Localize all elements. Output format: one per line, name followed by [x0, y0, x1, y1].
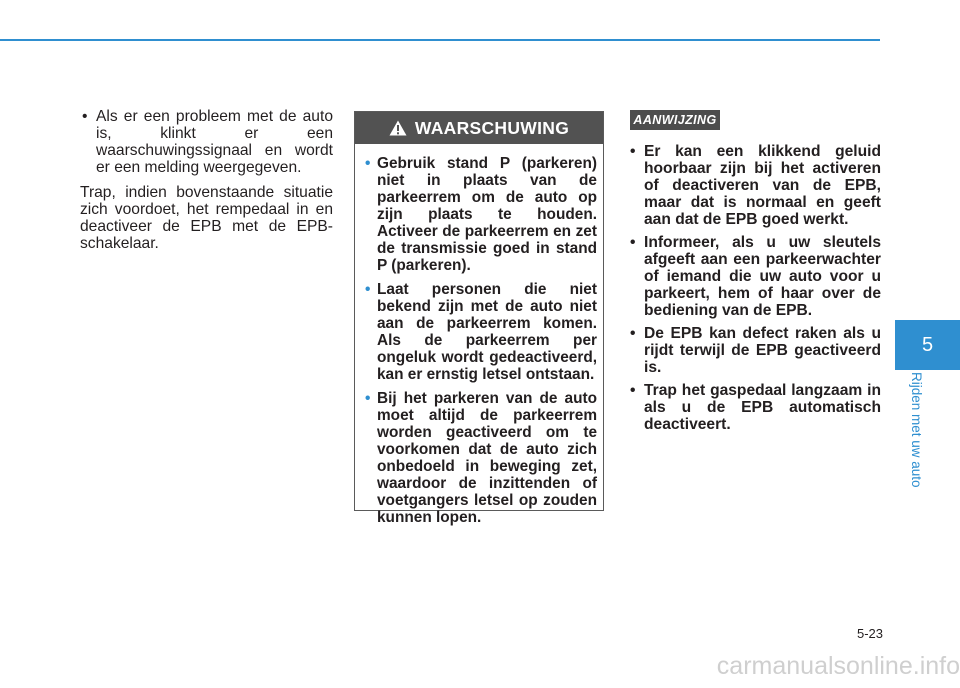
list-item: • Er kan een klikkend geluid hoorbaar zijn bij het activeren of deactiveren van de EPB, maar dat is normaal en geeft aan dat de EPB goed werkt. — [628, 143, 881, 228]
list-item: • Laat personen die niet bekend zijn met de auto niet aan de parkeerrem komen. Als de parkeerrem per ongeluk wordt gedeactiveerd, kan er ernstig letsel ontstaan. — [365, 281, 597, 383]
list-item: • Trap het gaspedaal langzaam in als u de EPB automatisch deactiveert. — [628, 382, 881, 433]
chapter-title: Rijden met uw auto — [909, 372, 924, 488]
left-paragraph: Trap, indien bovenstaande situatie zich voordoet, het rempedaal in en deactiveer de EPB met de EPB-schakelaar. — [80, 184, 333, 252]
warning-triangle-icon — [389, 120, 407, 136]
right-column — [628, 143, 881, 439]
watermark: carmanualsonline.info — [716, 652, 960, 680]
chapter-tab: 5 — [895, 320, 960, 370]
list-item: • De EPB kan defect raken als u rijdt terwijl de EPB geactiveerd is. — [628, 325, 881, 376]
list-item: • Bij het parkeren van de auto moet altijd de parkeerrem worden geactiveerd om te voorkomen dat de auto zich onbedoeld in beweging zet, waardoor de inzittenden of voetgangers letsel op zouden kunnen lopen. — [365, 390, 597, 526]
note-label: AANWIJZING — [630, 110, 720, 130]
page-number: 5-23 — [856, 626, 883, 641]
list-item: • Informeer, als u uw sleutels afgeeft aan een parkeerwachter of iemand die uw auto voor u parkeert, hem of haar over de bediening van de EPB. — [628, 234, 881, 319]
warning-box — [354, 111, 604, 526]
warning-list — [365, 155, 597, 526]
header-rule — [0, 39, 880, 41]
left-column — [80, 108, 333, 252]
warning-header — [355, 112, 603, 144]
list-item: • Gebruik stand P (parkeren) niet in plaats van de parkeerrem om de auto op zijn plaats te houden. Activeer de parkeerrem en zet de transmissie goed in stand P (parkeren). — [365, 155, 597, 274]
warning-body — [355, 144, 603, 526]
list-item: • Als er een probleem met de auto is, klinkt er een waarschuwingssignaal en wordt er een melding weergegeven. — [80, 108, 333, 176]
note-list — [628, 143, 881, 433]
left-bullet-list — [80, 108, 333, 176]
warning-title: WAARSCHUWING — [414, 117, 570, 138]
